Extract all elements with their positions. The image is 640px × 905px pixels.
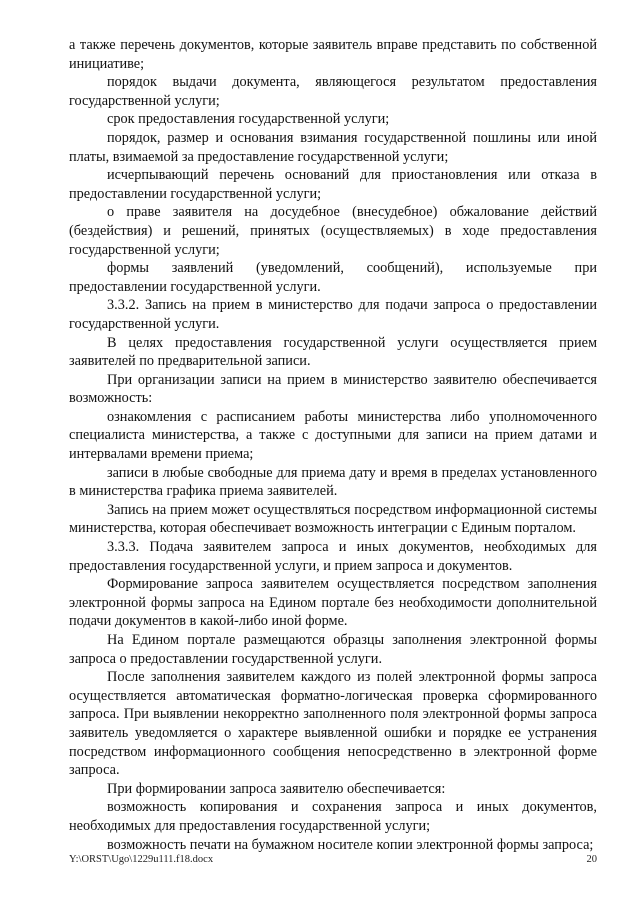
paragraph: 3.3.2. Запись на прием в министерство для подачи запроса о предоставлении государственной услуги.	[69, 297, 597, 332]
paragraph: возможность печати на бумажном носителе копии электронной формы запроса;	[107, 836, 594, 853]
footer-file-path: Y:\ORST\Ugo\1229u111.f18.docx	[69, 854, 214, 865]
paragraph: ознакомления с расписанием работы министерства либо уполномоченного специалиста министерства, а также с доступными для записи на прием датами и интервалами времени приема;	[69, 408, 597, 463]
paragraph: срок предоставления государственной услуги;	[107, 111, 390, 128]
paragraph: порядок, размер и основания взимания государственной пошлины или иной платы, взимаемой за предоставление государственной услуги;	[69, 129, 597, 165]
document-body	[69, 36, 597, 854]
paragraph: возможность копирования и сохранения запроса и иных документов, необходимых для предоставления государственной услуги;	[69, 799, 597, 834]
paragraph: В целях предоставления государственной услуги осуществляется прием заявителей по предварительной записи.	[69, 334, 597, 370]
paragraph: После заполнения заявителем каждого из полей электронной формы запроса осуществляется автоматическая форматно-логическая проверка сформированного запроса. При выявлении некорректно заполненного поля электронной формы запроса заявитель уведомляется о характере выявленной ошибки и порядке ее устранения посредством информационного сообщения непосредственно в электронной форме запроса.	[69, 669, 597, 779]
paragraph: порядок выдачи документа, являющегося результатом предоставления государственной услуги;	[69, 74, 597, 109]
paragraph: 3.3.3. Подача заявителем запроса и иных документов, необходимых для предоставления государственной услуги, и прием запроса и документов.	[69, 539, 597, 574]
paragraph: а также перечень документов, которые заявитель вправе представить по собственной инициативе;	[69, 37, 597, 72]
paragraph: записи в любые свободные для приема дату и время в пределах установленного в министерства графика приема заявителей.	[69, 464, 597, 500]
paragraph: о праве заявителя на досудебное (внесудебное) обжалование действий (бездействия) и решений, принятых (осуществляемых) в ходе предоставления государственной услуги;	[69, 204, 597, 258]
paragraph: Запись на прием может осуществляться посредством информационной системы министерства, которая обеспечивает возможность интеграции с Единым порталом.	[69, 501, 597, 537]
page-number: 20	[586, 854, 597, 865]
paragraph: При формировании запроса заявителю обеспечивается:	[107, 780, 446, 797]
paragraph: На Едином портале размещаются образцы заполнения электронной формы запроса о предоставлении государственной услуги.	[69, 632, 597, 667]
paragraph: При организации записи на прием в министерство заявителю обеспечивается возможность:	[69, 371, 597, 407]
paragraph: Формирование запроса заявителем осуществляется посредством заполнения электронной формы запроса на Едином портале без необходимости дополнительной подачи документов в какой-либо иной форме.	[69, 576, 597, 630]
paragraph: исчерпывающий перечень оснований для приостановления или отказа в предоставлении государственной услуги;	[69, 167, 597, 202]
paragraph: формы заявлений (уведомлений, сообщений), используемые при предоставлении государственной услуги.	[69, 260, 597, 295]
